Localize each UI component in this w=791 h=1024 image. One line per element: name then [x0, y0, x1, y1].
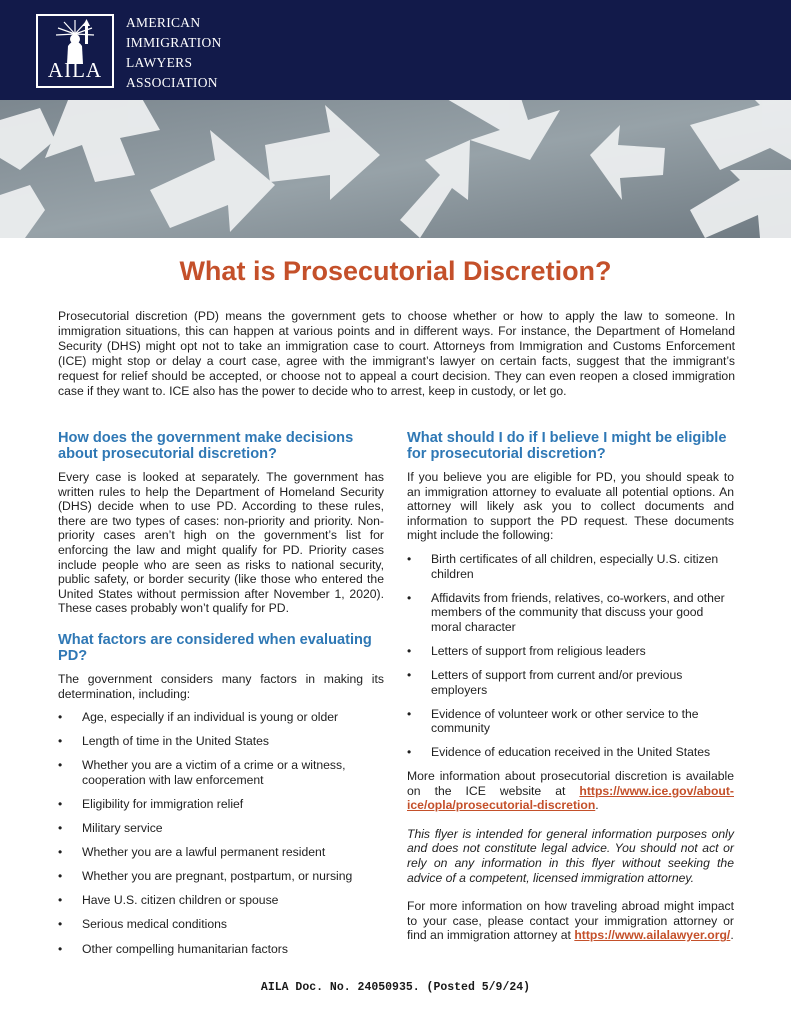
list-item: • Affidavits from friends, relatives, co-workers, and other members of the community that discuss your good moral character: [407, 591, 734, 635]
left-column: [58, 430, 384, 956]
list-item: • Birth certificates of all children, especially U.S. citizen children: [407, 552, 734, 581]
documents-list: [407, 552, 734, 760]
org-name-line: IMMIGRATION: [126, 35, 222, 50]
factors-intro: The government considers many factors in making its determination, including:: [58, 671, 384, 701]
disclaimer-paragraph: This flyer is intended for general information purposes only and does not constitute legal advice. You should not act or rely on any information in this flyer without seeking the advice of a competent, licensed immigration attorney.: [407, 826, 734, 885]
list-item: • Age, especially if an individual is young or older: [58, 710, 384, 725]
list-item: • Serious medical conditions: [58, 917, 384, 932]
organization-name: [126, 13, 222, 93]
document-footer: AILA Doc. No. 24050935. (Posted 5/9/24): [260, 981, 531, 994]
more-info-paragraph: [407, 769, 734, 813]
travel-end: .: [730, 928, 734, 943]
ice-website-link[interactable]: https://www.ice.gov/about-ice/opla/prosecutorial-discretion: [407, 783, 734, 813]
list-item: • Whether you are a victim of a crime or a witness, cooperation with law enforcement: [58, 758, 384, 787]
more-info-end: .: [595, 798, 599, 813]
travel-paragraph: [407, 899, 734, 943]
intro-paragraph: Prosecutorial discretion (PD) means the government gets to choose whether or how to apply the law to someone. In immigration situations, this can happen at various points and in different ways. For instance, the Department of Homeland Security (DHS) might opt not to take an immigration case to court. Attorneys from Immigration and Customs Enforcement (ICE) might stop or delay a court case, agree with the immigrant’s lawyer on certain facts, suggest that the immigrant’s request for relief should be accepted, or choose not to appeal a court decision. They can even reopen a closed immigration case if they want to. ICE also has the power to decide who to arrest, keep in custody, or let go.: [58, 309, 735, 398]
travel-text: For more information on how traveling abroad might impact to your case, please contact your immigration attorney or find an immigration attorney at: [407, 899, 734, 943]
org-name-line: AMERICAN: [126, 15, 201, 30]
eligibility-paragraph: If you believe you are eligible for PD, you should speak to an immigration attorney to evaluate all potential options. An attorney will likely ask you to collect documents and information to support the PD request. These documents might include the following:: [407, 470, 734, 543]
section-heading-decisions: How does the government make decisions about prosecutorial discretion?: [58, 430, 354, 462]
list-item: • Letters of support from current and/or previous employers: [407, 668, 734, 697]
aila-logo[interactable]: [36, 14, 114, 88]
list-item: • Length of time in the United States: [58, 734, 384, 749]
header-bar: [0, 0, 791, 100]
list-item: • Evidence of education received in the United States: [407, 745, 734, 760]
page-title: What is Prosecutorial Discretion?: [179, 256, 612, 286]
list-item: • Evidence of volunteer work or other service to the community: [407, 707, 734, 736]
chalk-arrows-banner: [0, 100, 791, 238]
decisions-paragraph: Every case is looked at separately. The government has written rules to help the Department of Homeland Security (DHS) decide when to use PD. According to these rules, there are two types of cases: non-priority and priority. Non-priority cases aren’t high on the government’s list for enforcing the law and might qualify for PD. Priority cases include people who are seen as risks to national security, public safety, or border security (like those who entered the United States without permission after November 1, 2020). These cases probably won’t qualify for PD.: [58, 470, 384, 616]
list-item: • Military service: [58, 821, 384, 836]
list-item: • Other compelling humanitarian factors: [58, 942, 384, 957]
ailalawyer-link[interactable]: https://www.ailalawyer.org/: [574, 928, 731, 943]
factors-list: [58, 710, 384, 956]
list-item: • Eligibility for immigration relief: [58, 797, 384, 812]
list-item: • Have U.S. citizen children or spouse: [58, 893, 384, 908]
org-name-line: LAWYERS: [126, 55, 193, 70]
org-name-line: ASSOCIATION: [126, 75, 218, 90]
list-item: • Whether you are a lawful permanent resident: [58, 845, 384, 860]
list-item: • Whether you are pregnant, postpartum, or nursing: [58, 869, 384, 884]
list-item: • Letters of support from religious leaders: [407, 644, 734, 659]
section-heading-eligibility: What should I do if I believe I might be eligible for prosecutorial discretion?: [407, 430, 727, 462]
more-info-text: More information about prosecutorial discretion is available on the ICE website at: [407, 769, 734, 798]
logo-text: AILA: [47, 58, 103, 82]
section-heading-factors: What factors are considered when evaluating PD?: [58, 631, 372, 664]
right-column: [407, 430, 734, 943]
